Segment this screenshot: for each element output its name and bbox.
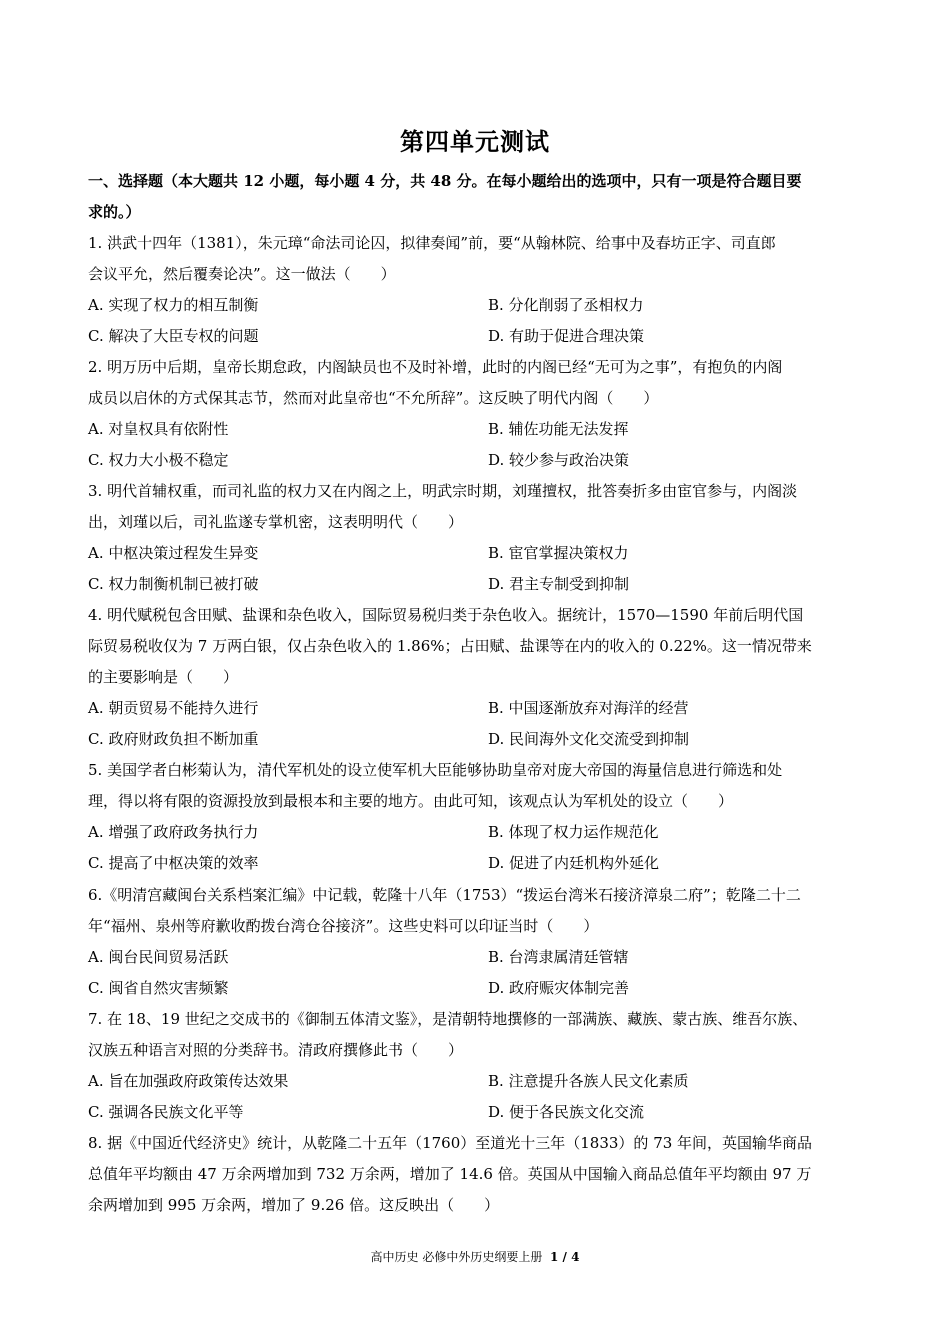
option-c: C. 解决了大臣专权的问题	[88, 327, 259, 345]
question-stem-line: 余两增加到 995 万余两，增加了 9.26 倍。这反映出（ ）	[88, 1196, 500, 1214]
section-header-line: 一、选择题（本大题共 12 小题，每小题 4 分，共 48 分。在每小题给出的选项中，只有一项是符合题目要	[88, 172, 802, 190]
question-stem-line: 1. 洪武十四年（1381），朱元璋“命法司论囚，拟律奏闻”前，要“从翰林院、给事中及春坊正字、司直郎	[88, 234, 776, 252]
question-stem-line: 4. 明代赋税包含田赋、盐课和杂色收入，国际贸易税归类于杂色收入。据统计，1570—1590 年前后明代国	[88, 606, 804, 624]
question-stem-line: 的主要影响是（ ）	[88, 668, 239, 686]
option-d: D. 较少参与政治决策	[488, 451, 630, 469]
option-c: C. 权力大小极不稳定	[88, 451, 229, 469]
option-c: C. 提高了中枢决策的效率	[88, 854, 259, 872]
question-stem-line: 际贸易税收仅为 7 万两白银，仅占杂色收入的 1.86%；占田赋、盐课等在内的收入的 0.22%。这一情况带来	[88, 637, 812, 655]
option-d: D. 有助于促进合理决策	[488, 327, 645, 345]
question-stem-line: 6.《明清宫藏闽台关系档案汇编》中记载，乾隆十八年（1753）“拨运台湾米石接济漳泉二府”；乾隆二十二	[88, 886, 801, 904]
option-a: A. 实现了权力的相互制衡	[88, 296, 259, 314]
option-c: C. 政府财政负担不断加重	[88, 730, 259, 748]
option-b: B. 台湾隶属清廷管辖	[488, 948, 629, 966]
question-stem-line: 年“福州、泉州等府歉收酌拨台湾仓谷接济”。这些史料可以印证当时（ ）	[88, 917, 599, 935]
page-title: 第四单元测试	[400, 127, 550, 156]
question-stem-line: 出，刘瑾以后，司礼监遂专掌机密，这表明明代（ ）	[88, 513, 464, 531]
option-c: C. 强调各民族文化平等	[88, 1103, 244, 1121]
question-stem-line: 汉族五种语言对照的分类辞书。清政府撰修此书（ ）	[88, 1041, 464, 1059]
question-stem-line: 5. 美国学者白彬菊认为，清代军机处的设立使军机大臣能够协助皇帝对庞大帝国的海量信息进行筛选和处	[88, 761, 783, 779]
footer-text: 高中历史 必修中外历史纲要上册	[370, 1250, 543, 1264]
option-a: A. 中枢决策过程发生异变	[88, 544, 259, 562]
option-c: C. 闽省自然灾害频繁	[88, 979, 229, 997]
option-b: B. 分化削弱了丞相权力	[488, 296, 644, 314]
option-d: D. 便于各民族文化交流	[488, 1103, 645, 1121]
question-stem-line: 2. 明万历中后期，皇帝长期怠政，内阁缺员也不及时补增，此时的内阁已经“无可为之事”，有抱负的内阁	[88, 358, 783, 376]
option-a: A. 朝贡贸易不能持久进行	[88, 699, 259, 717]
question-stem-line: 理，得以将有限的资源投放到最根本和主要的地方。由此可知，该观点认为军机处的设立（ ）	[88, 792, 734, 810]
question-stem-line: 8. 据《中国近代经济史》统计，从乾隆二十五年（1760）至道光十三年（1833）的 73 年间，英国输华商品	[88, 1134, 813, 1152]
question-stem-line: 成员以启休的方式保其志节，然而对此皇帝也“不允所辞”。这反映了明代内阁（ ）	[88, 389, 659, 407]
option-b: B. 宦官掌握决策权力	[488, 544, 629, 562]
option-a: A. 增强了政府政务执行力	[88, 823, 259, 841]
option-b: B. 体现了权力运作规范化	[488, 823, 659, 841]
option-d: D. 民间海外文化交流受到抑制	[488, 730, 690, 748]
option-d: D. 君主专制受到抑制	[488, 575, 630, 593]
section-header-line: 求的。）	[88, 203, 141, 221]
option-a: A. 对皇权具有依附性	[88, 420, 229, 438]
page-number: 1 / 4	[550, 1250, 580, 1264]
option-b: B. 注意提升各族人民文化素质	[488, 1072, 689, 1090]
question-stem-line: 会议平允，然后覆奏论决”。这一做法（ ）	[88, 265, 396, 283]
option-d: D. 政府赈灾体制完善	[488, 979, 630, 997]
question-stem-line: 总值年平均额由 47 万余两增加到 732 万余两，增加了 14.6 倍。英国从中国输入商品总值年平均额由 97 万	[88, 1165, 812, 1183]
option-d: D. 促进了内廷机构外延化	[488, 854, 660, 872]
option-b: B. 辅佐功能无法发挥	[488, 420, 629, 438]
question-stem-line: 3. 明代首辅权重，而司礼监的权力又在内阁之上，明武宗时期，刘瑾擅权，批答奏折多由宦官参与，内阁淡	[88, 482, 798, 500]
question-stem-line: 7. 在 18、19 世纪之交成书的《御制五体清文鉴》，是清朝特地撰修的一部满族、藏族、蒙古族、维吾尔族、	[88, 1010, 808, 1028]
page-footer	[0, 1248, 950, 1265]
option-a: A. 旨在加强政府政策传达效果	[88, 1072, 289, 1090]
option-b: B. 中国逐渐放弃对海洋的经营	[488, 699, 689, 717]
option-a: A. 闽台民间贸易活跃	[88, 948, 229, 966]
option-c: C. 权力制衡机制已被打破	[88, 575, 259, 593]
